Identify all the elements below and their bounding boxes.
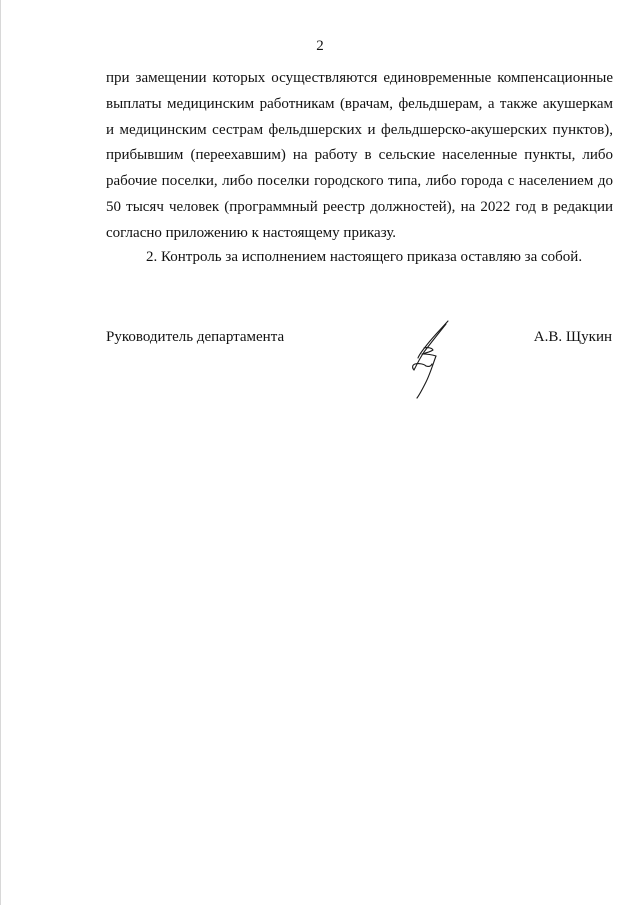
page-number: 2 (316, 38, 324, 54)
paragraph-1 (106, 66, 613, 247)
paragraph-1-line: прибывшим (переехавшим) на работу в сельские населенные пункты, либо (106, 147, 613, 164)
paragraph-1-line: при замещении которых осуществляются единовременные компенсационные (106, 70, 613, 86)
handwritten-signature (400, 318, 460, 400)
paragraph-1-line: и медицинским сестрам фельдшерских и фельдшерско-акушерских пунктов), (106, 121, 613, 138)
paragraph-1-line: выплаты медицинским работникам (врачам, фельдшерам, а также акушеркам (106, 95, 613, 112)
scan-edge (0, 0, 1, 905)
paragraph-2: 2. Контроль за исполнением настоящего приказа оставляю за собой. (146, 249, 583, 265)
paragraph-1-line: рабочие поселки, либо поселки городского типа, либо города с населением до (106, 173, 613, 190)
paragraph-1-line: 50 тысяч человек (программный реестр должностей), на 2022 год в редакции (106, 198, 613, 215)
signatory-name: А.В. Щукин (533, 329, 612, 345)
paragraph-1-line: согласно приложению к настоящему приказу. (106, 224, 397, 241)
signatory-position: Руководитель департамента (106, 329, 285, 345)
